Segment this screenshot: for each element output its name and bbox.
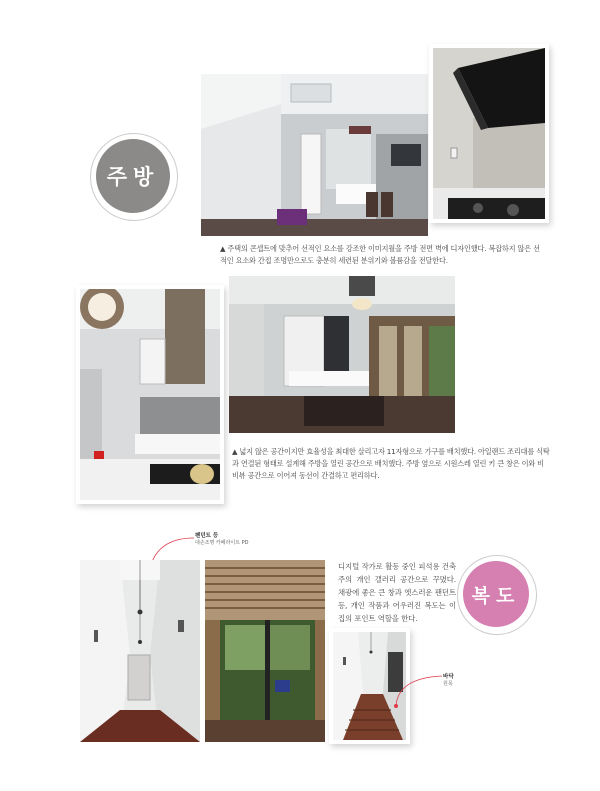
pendant-callout-title: 펜던트 등	[195, 533, 219, 539]
floor-callout-line	[392, 672, 447, 712]
kitchen-photo-hood	[433, 48, 545, 219]
hallway-label: 복도	[463, 561, 529, 627]
hallway-photo-window	[205, 560, 325, 742]
kitchen-caption-2: ▲ 넓지 않은 공간이지만 효율성을 최대한 살리고자 11자형으로 가구를 배치했다. 아일랜드 조리대를 식탁과 연결된 형태로 설계해 주방을 열린 공간으로 배치했다. 주방 옆으로 시원스레 열린 키 큰 창은 이와 비비뷰 공간으로 이어져 동선이 간결하고 편리하다.	[232, 447, 550, 480]
kitchen-photo-island	[80, 289, 220, 500]
pendant-callout-sub: 대손조명 카페라이트 PD	[195, 540, 249, 546]
kitchen-label: 주방	[96, 139, 170, 213]
hallway-photo-corridor	[80, 560, 200, 742]
kitchen-photo-wide	[201, 74, 428, 236]
floor-callout	[443, 672, 503, 687]
kitchen-photo-dining	[229, 276, 455, 433]
floor-callout-title: 바닥	[443, 674, 454, 680]
floor-callout-sub: 원목	[443, 681, 453, 687]
kitchen-caption-1: ▲ 주택의 콘셉트에 맞추어 선적인 요소를 강조한 이미지월을 주방 전면 벽에 디자인했다. 복잡하지 않은 선적인 요소와 간접 조명만으로도 충분히 세련된 분위기와 볼륨감을 전달한다.	[220, 244, 540, 265]
hallway-description: 디지털 작가로 활동 중인 피석용 건축주의 개인 갤러리 공간으로 꾸몄다. 채광에 좋은 큰 창과 엣스러운 팬던트등, 개인 작품과 어우러진 복도는 이 집의 포인트 역할을 한다.	[338, 562, 456, 623]
pendant-callout	[195, 531, 305, 546]
